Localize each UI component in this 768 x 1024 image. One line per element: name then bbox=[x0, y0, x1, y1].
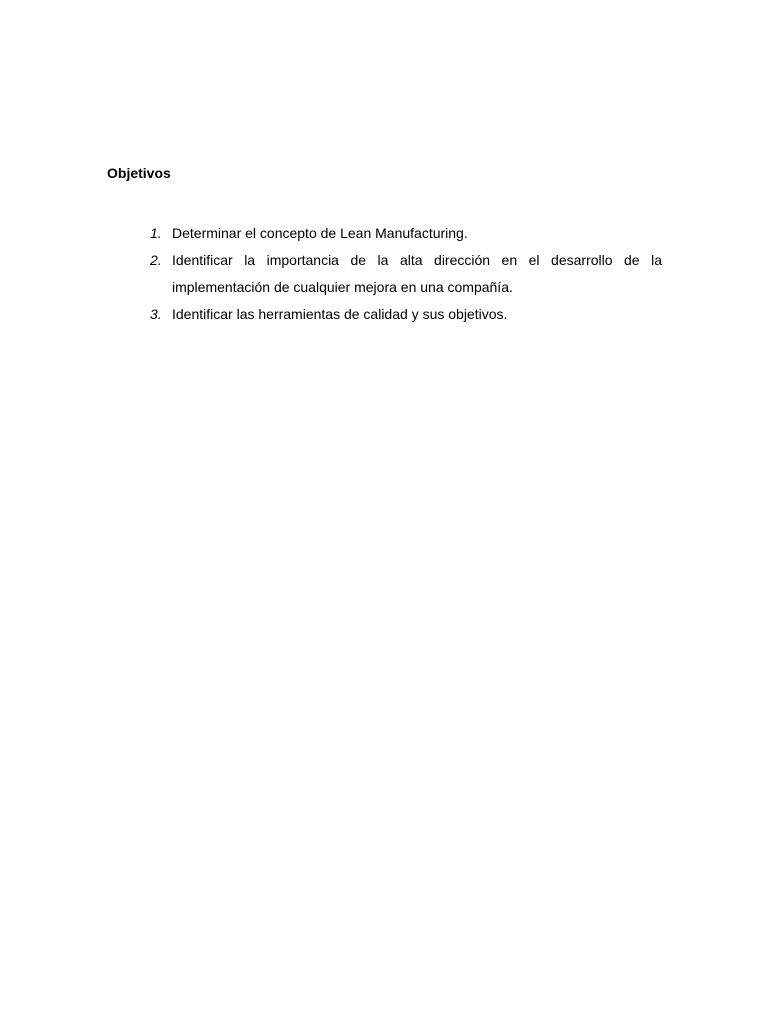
objectives-list bbox=[146, 220, 662, 328]
list-item-text: Determinar el concepto de Lean Manufacturing. bbox=[172, 225, 468, 241]
list-item-number: 1. bbox=[150, 225, 162, 241]
list-item bbox=[146, 301, 662, 328]
list-item-text: Identificar la importancia de la alta dirección en el desarrollo de la implementación de cualquier mejora en una compañía. bbox=[172, 252, 662, 295]
list-item-text: Identificar las herramientas de calidad y sus objetivos. bbox=[172, 306, 508, 322]
list-item-number: 3. bbox=[150, 306, 162, 322]
list-item-number: 2. bbox=[150, 252, 162, 268]
list-item bbox=[146, 247, 662, 301]
list-item bbox=[146, 220, 662, 247]
section-heading: Objetivos bbox=[107, 165, 171, 181]
